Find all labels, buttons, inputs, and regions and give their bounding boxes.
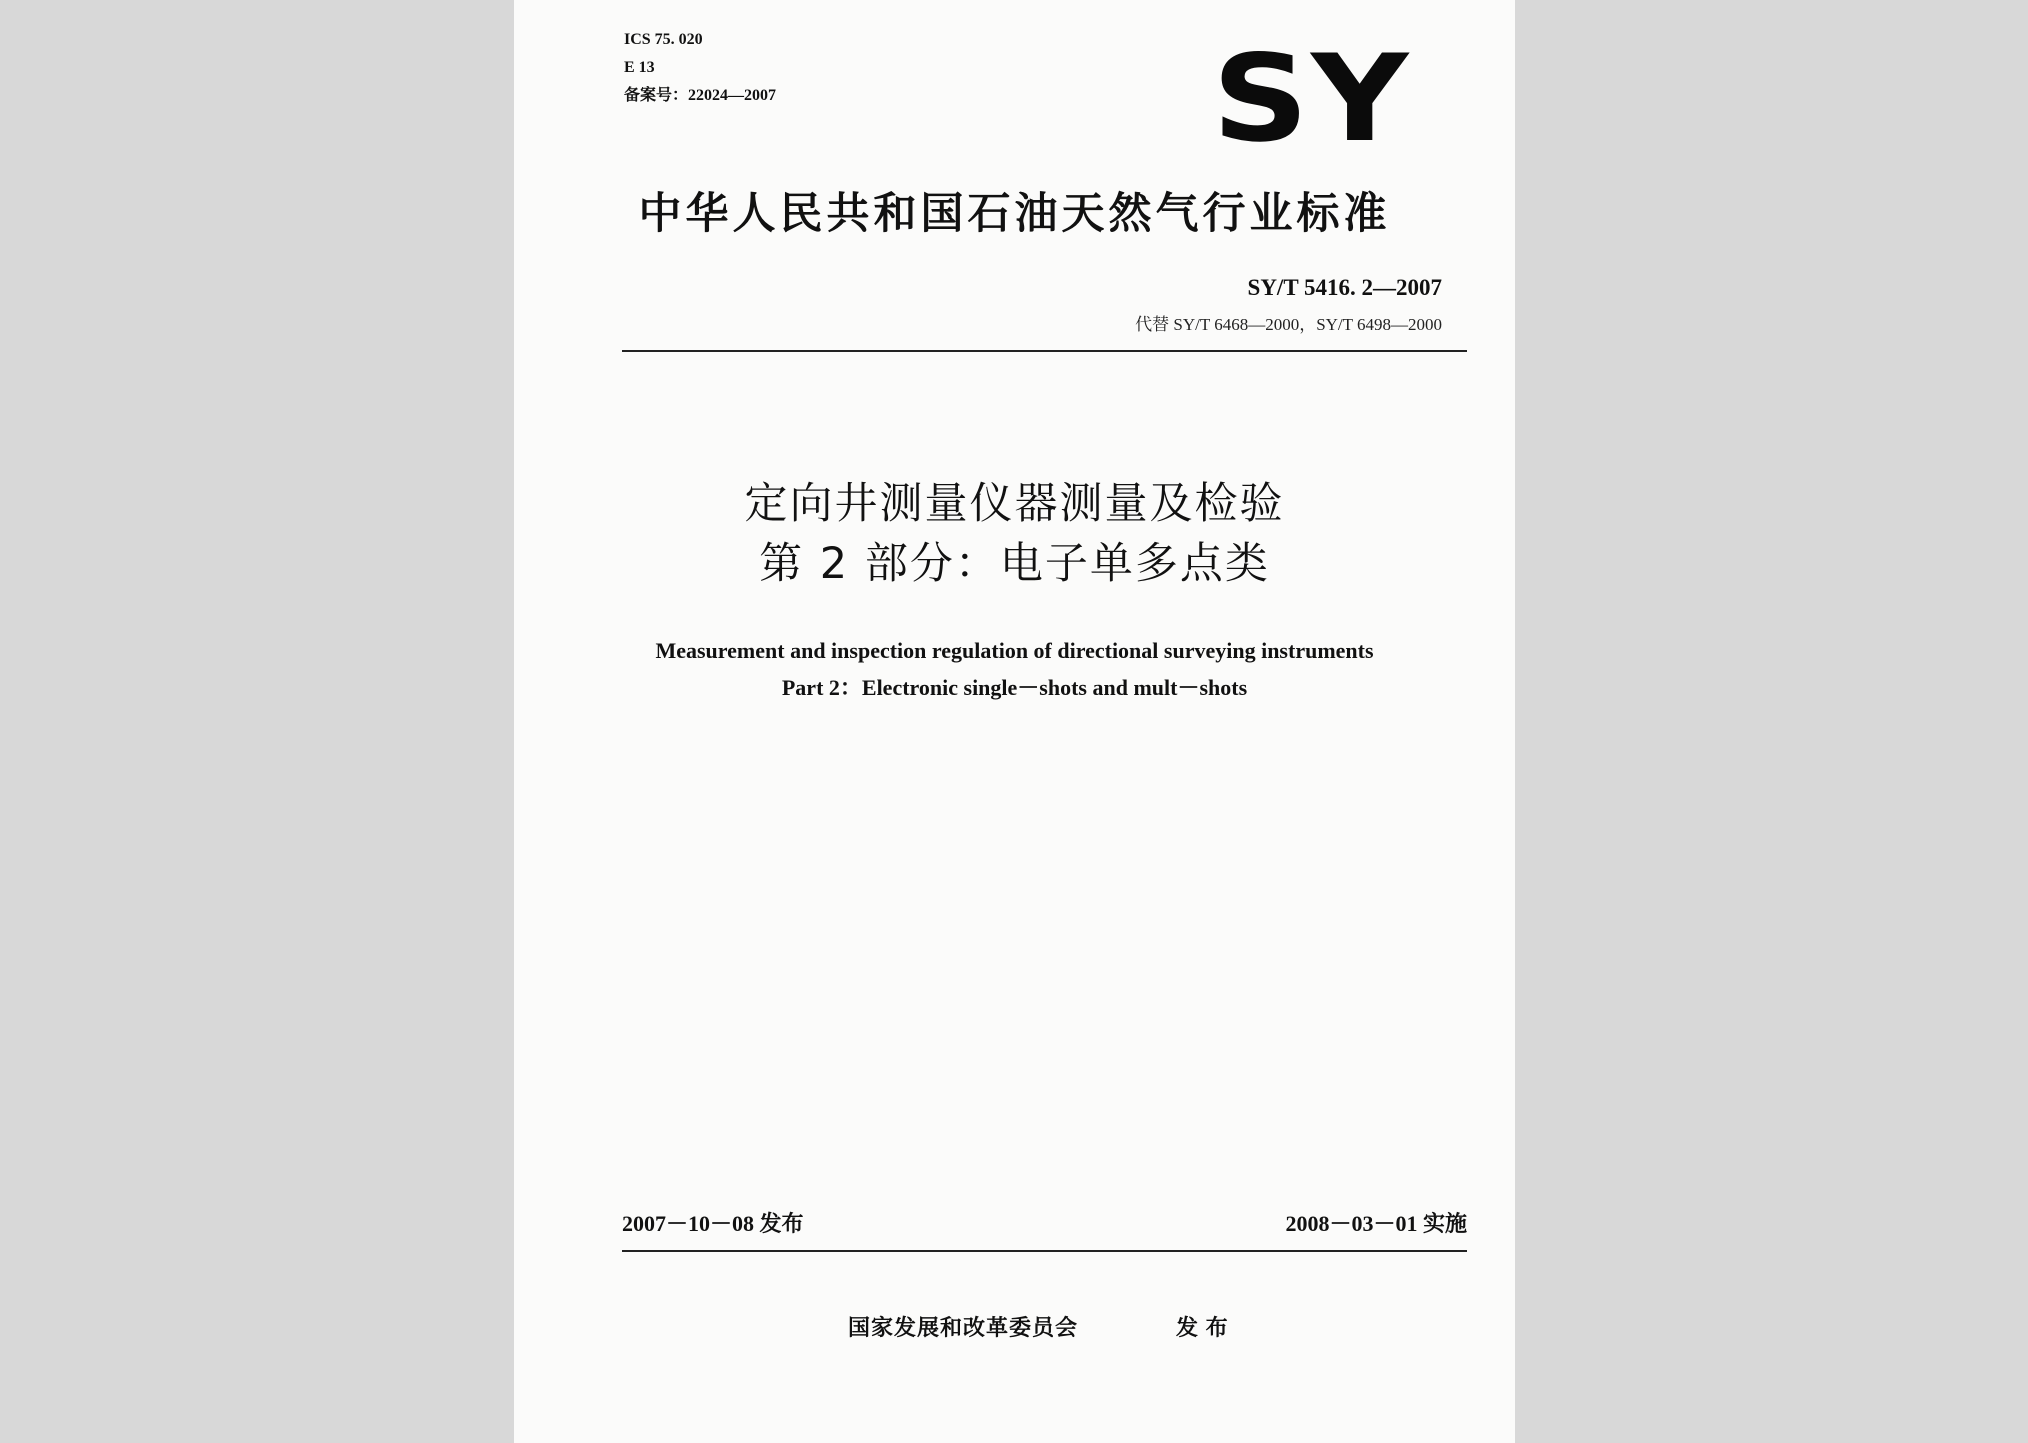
english-title-line-2: Part 2：Electronic single－shots and mult－shots: [781, 675, 1248, 700]
document-page: [514, 0, 1515, 1443]
issue-date: 2007－10－08 发布: [622, 1211, 804, 1236]
standard-number: SY/T 5416. 2—2007: [1247, 275, 1442, 300]
footer-divider: [622, 1250, 1467, 1252]
chinese-title-line-2: 第 2 部分：电子单多点类: [759, 539, 1270, 589]
issuing-authority: 国家发展和改革委员会: [848, 1316, 1079, 1341]
sy-logo: SY: [1212, 30, 1411, 169]
filing-number: 备案号：22024—2007: [624, 87, 777, 104]
english-title-line-1: Measurement and inspection regulation of directional surveying instruments: [655, 638, 1374, 663]
header-divider: [622, 350, 1467, 352]
ics-code: ICS 75. 020: [624, 31, 703, 48]
implementation-date: 2008－03－01 实施: [1285, 1211, 1467, 1236]
industry-standard-heading: 中华人民共和国石油天然气行业标准: [638, 189, 1391, 239]
issue-action: 发 布: [1176, 1316, 1228, 1341]
replaces-note: 代替 SY/T 6468—2000，SY/T 6498—2000: [1135, 315, 1442, 334]
classification-block: [624, 26, 776, 110]
chinese-title-line-1: 定向井测量仪器测量及检验: [744, 479, 1285, 529]
ccs-code: E 13: [624, 59, 655, 76]
